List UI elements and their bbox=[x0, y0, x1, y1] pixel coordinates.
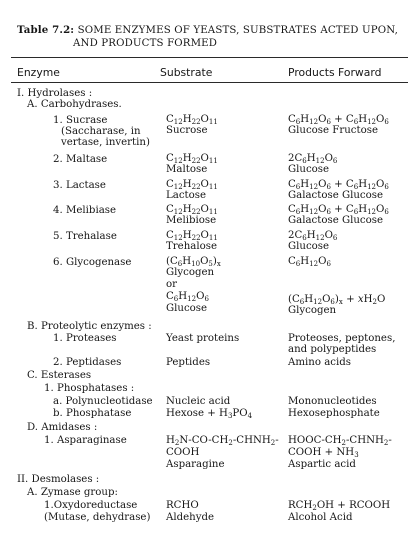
header-enzyme: Enzyme bbox=[17, 66, 60, 79]
substrate-formula: $C_6H_{12}O_6$ bbox=[166, 291, 209, 303]
enzyme-phosphatase: b. Phosphatase bbox=[53, 408, 132, 419]
enzyme-polynucleotidase: a. Polynucleotidase bbox=[53, 396, 153, 407]
substrate-name: Peptides bbox=[166, 357, 211, 368]
enzyme-sucrase-alias2: vertase, invertin) bbox=[61, 137, 150, 148]
product-name: Proteoses, peptones, bbox=[288, 333, 396, 344]
enzyme-lactase: 3. Lactase bbox=[53, 180, 106, 191]
product-formula: $2C_6H_{12}O_6$ bbox=[288, 230, 338, 242]
product-formula: HOOC-$CH_2-CHNH_2-$ bbox=[288, 435, 392, 447]
substrate-name: Aldehyde bbox=[166, 512, 215, 523]
product-formula: $C_6H_{12}O_6 + C_6H_{12}O_6$ bbox=[288, 179, 389, 191]
substrate-formula: COOH bbox=[166, 447, 200, 458]
enzyme-oxydoreductase-alias: (Mutase, dehydrase) bbox=[44, 512, 151, 523]
enzyme-proteases: 1. Proteases bbox=[53, 333, 117, 344]
enzyme-asparaginase: 1. Asparaginase bbox=[44, 435, 127, 446]
enzyme-trehalase: 5. Trehalase bbox=[53, 231, 117, 242]
product-name: Amino acids bbox=[288, 357, 351, 368]
substrate-formula: $C_{12}H_{22}O_{11}$ bbox=[166, 204, 218, 216]
substrate-formula: $(C_6H_{10}O_5)_x$ bbox=[166, 256, 221, 268]
enzyme-sucrase-alias1: (Saccharase, in bbox=[61, 126, 141, 137]
substrate-name: Melibiose bbox=[166, 215, 217, 226]
substrate-name: Yeast proteins bbox=[166, 333, 240, 344]
substrate-formula: RCHO bbox=[166, 500, 199, 511]
product-formula: $C_6H_{12}O_6$ bbox=[288, 256, 331, 268]
substrate-formula: $C_{12}H_{22}O_{11}$ bbox=[166, 230, 218, 242]
header-products: Products Forward bbox=[288, 66, 382, 79]
group-zymase: A. Zymase group: bbox=[27, 487, 118, 498]
header-rule bbox=[11, 82, 408, 83]
substrate-formula: $H_2N-CO-CH_2-CHNH_2-$ bbox=[166, 435, 279, 447]
substrate-name: Sucrose bbox=[166, 125, 208, 136]
substrate-formula: $C_{12}H_{22}O_{11}$ bbox=[166, 114, 218, 126]
section-desmolases: II. Desmolases : bbox=[17, 474, 100, 485]
product-name: Galactose Glucose bbox=[288, 190, 384, 201]
enzyme-oxydoreductase: 1.Oxydoreductase bbox=[44, 500, 138, 511]
section-hydrolases: I. Hydrolases : bbox=[17, 88, 93, 99]
enzyme-maltase: 2. Maltase bbox=[53, 154, 108, 165]
product-formula: COOH + $NH_3$ bbox=[288, 447, 359, 459]
product-formula: $C_6H_{12}O_6 + C_6H_{12}O_6$ bbox=[288, 204, 389, 216]
substrate-formula: Hexose + $H_3PO_4$ bbox=[166, 408, 253, 420]
header-substrate: Substrate bbox=[160, 66, 213, 79]
substrate-name: Nucleic acid bbox=[166, 396, 231, 407]
product-name: Glucose bbox=[288, 241, 330, 252]
enzyme-glycogenase: 6. Glycogenase bbox=[53, 257, 132, 268]
product-name: Glycogen bbox=[288, 305, 337, 316]
substrate-name: Asparagine bbox=[166, 459, 225, 470]
table-caption bbox=[17, 24, 409, 50]
caption-line2: AND PRODUCTS FORMED bbox=[73, 37, 218, 49]
product-name: Glucose Fructose bbox=[288, 125, 378, 136]
substrate-name: Maltose bbox=[166, 164, 208, 175]
substrate-or: or bbox=[166, 279, 178, 290]
group-esterases: C. Esterases bbox=[27, 370, 92, 381]
product-name: Alcohol Acid bbox=[288, 512, 353, 523]
product-name: Aspartic acid bbox=[288, 459, 356, 470]
subgroup-phosphatases: 1. Phosphatases : bbox=[44, 383, 135, 394]
product-name: Glucose bbox=[288, 164, 330, 175]
group-carbohydrases: A. Carbohydrases. bbox=[27, 99, 122, 110]
substrate-name: Trehalose bbox=[166, 241, 217, 252]
product-formula: $RCH_2OH$ + RCOOH bbox=[288, 500, 391, 512]
substrate-name: Lactose bbox=[166, 190, 207, 201]
caption-line1: SOME ENZYMES OF YEASTS, SUBSTRATES ACTED UPON, bbox=[77, 25, 399, 36]
product-formula: $C_6H_{12}O_6 + C_6H_{12}O_6$ bbox=[288, 114, 389, 126]
substrate-formula: $C_{12}H_{22}O_{11}$ bbox=[166, 153, 218, 165]
enzyme-sucrase: 1. Sucrase bbox=[53, 115, 108, 126]
caption-label: Table 7.2: bbox=[17, 24, 75, 36]
product-name: Mononucleotides bbox=[288, 396, 377, 407]
substrate-formula: $C_{12}H_{22}O_{11}$ bbox=[166, 179, 218, 191]
product-name: Hexosephosphate bbox=[288, 408, 380, 419]
top-rule bbox=[11, 57, 408, 58]
enzyme-peptidases: 2. Peptidases bbox=[53, 357, 122, 368]
substrate-name: Glucose bbox=[166, 303, 208, 314]
product-formula: $2C_6H_{12}O_6$ bbox=[288, 153, 338, 165]
product-formula: $(C_6H_{12}O_6)_x + xH_2O$ bbox=[288, 294, 386, 306]
group-amidases: D. Amidases : bbox=[27, 422, 98, 433]
product-name: and polypeptides bbox=[288, 344, 377, 355]
substrate-name: Glycogen bbox=[166, 267, 215, 278]
group-proteolytic: B. Proteolytic enzymes : bbox=[27, 321, 152, 332]
enzyme-melibiase: 4. Melibiase bbox=[53, 205, 117, 216]
product-name: Galactose Glucose bbox=[288, 215, 384, 226]
